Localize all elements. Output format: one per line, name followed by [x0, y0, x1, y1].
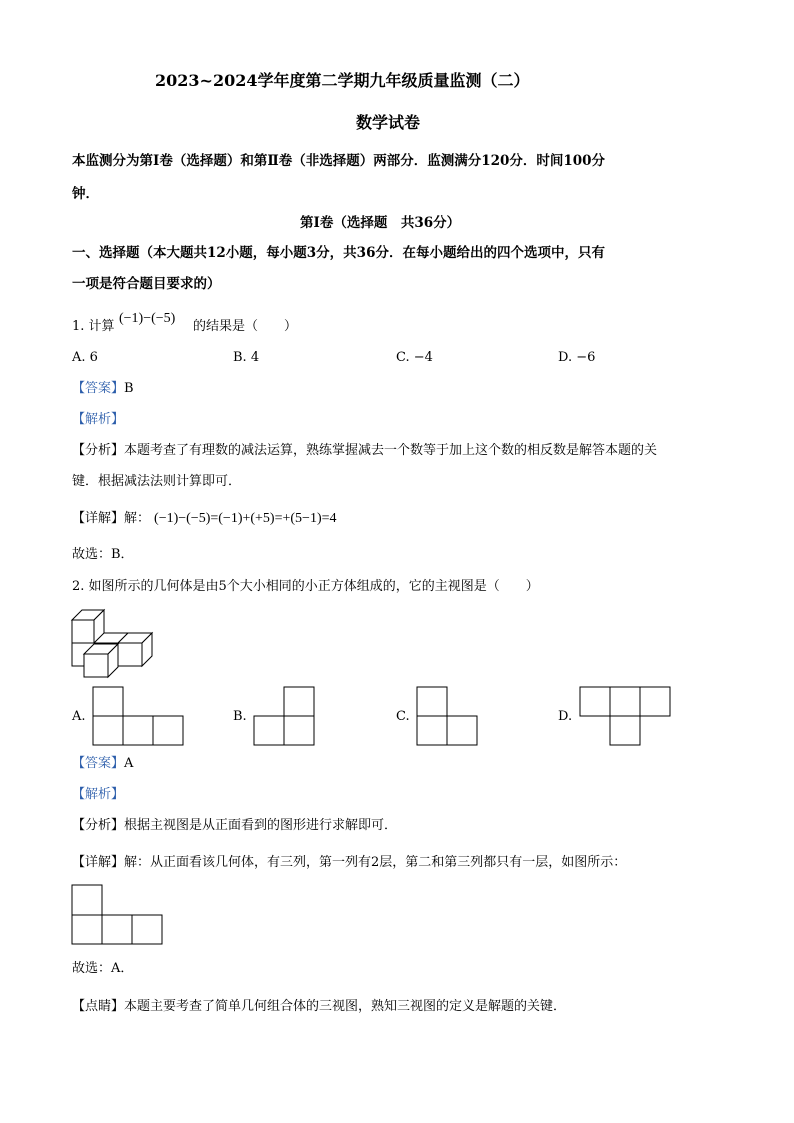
q1-fenxi-text-1: 本题考查了有理数的减法运算，熟练掌握减去一个数等于加上这个数的相反数是解答本题的关 [124, 443, 658, 458]
q2-option-c-label: C. [396, 709, 410, 724]
q2-answer-value: A [124, 756, 134, 771]
q2-detail-text: 解：从正面看该几何体，有三列，第一列有2层，第二和第三列都只有一层，如图所示： [124, 855, 627, 870]
q2-fenxi [72, 817, 397, 835]
q2-solution-figure [71, 884, 163, 945]
detail-tag: 【详解】 [72, 855, 125, 870]
fenxi-tag: 【分析】 [72, 443, 125, 458]
q1-expression: (−1)−(−5) [119, 311, 176, 326]
q2-option-b-label: B. [233, 709, 247, 724]
q2-detail [72, 854, 626, 872]
q2-answer [72, 755, 133, 773]
section-heading-line-1: 一、选择题（本大题共12小题，每小题3分，共36分．在每小题给出的四个选项中，只有 [72, 245, 605, 261]
q1-option-d: D. −6 [558, 350, 596, 365]
answer-tag: 【答案】 [72, 756, 125, 771]
q2-fenxi-text: 根据主视图是从正面看到的图形进行求解即可． [124, 818, 398, 833]
dianjing-tag: 【点睛】 [72, 999, 125, 1014]
q2-option-a-label: A. [72, 709, 86, 724]
q1-stem-tail: 的结果是（ ） [193, 319, 298, 334]
q1-choose: 故选：B． [72, 547, 134, 562]
q1-option-b: B. 4 [233, 350, 260, 365]
q2-option-d-label: D. [558, 709, 573, 724]
q1-detail-expression: (−1)−(−5)=(−1)+(+5)=+(5−1)=4 [154, 511, 337, 526]
q1-number: 1. 计算 [72, 319, 115, 334]
q2-option-b-figure [253, 686, 315, 746]
q1-answer [72, 380, 134, 398]
q2-option-c-figure [416, 686, 478, 746]
q1-fenxi-line-1 [72, 442, 657, 460]
q2-solid-figure [68, 606, 158, 678]
intro-line-1: 本监测分为第Ⅰ卷（选择题）和第Ⅱ卷（非选择题）两部分．监测满分120分．时间100分 [72, 153, 606, 169]
q2-dianjing [72, 998, 566, 1016]
page-title: 2023~2024学年度第二学期九年级质量监测（二） [155, 71, 530, 90]
part1-heading: 第Ⅰ卷（选择题 共36分） [300, 215, 461, 231]
fenxi-tag: 【分析】 [72, 818, 125, 833]
q2-option-a-figure [92, 686, 184, 746]
q2-dianjing-text: 本题主要考查了简单几何组合体的三视图，熟知三视图的定义是解题的关键． [124, 999, 567, 1014]
q2-stem: 2. 如图所示的几何体是由5个大小相同的小正方体组成的，它的主视图是（ ） [72, 579, 539, 594]
q1-option-c: C. −4 [396, 350, 433, 365]
q2-choose: 故选：A． [72, 961, 134, 976]
detail-tag: 【详解】 [72, 511, 125, 526]
q1-detail-prefix: 解： [124, 511, 151, 526]
intro-line-2: 钟． [72, 186, 99, 202]
q1-fenxi-line-2: 键．根据减法法则计算即可． [72, 474, 242, 489]
q1-option-a: A. 6 [72, 350, 98, 365]
section-heading-line-2: 一项是符合题目要求的） [72, 276, 221, 292]
q1-answer-value: B [124, 381, 134, 396]
q1-analysis-tag: 【解析】 [72, 412, 125, 427]
q1-detail [72, 510, 337, 528]
page-subtitle: 数学试卷 [356, 113, 421, 132]
answer-tag: 【答案】 [72, 381, 125, 396]
q2-option-d-figure [579, 686, 671, 746]
q2-analysis-tag: 【解析】 [72, 787, 125, 802]
